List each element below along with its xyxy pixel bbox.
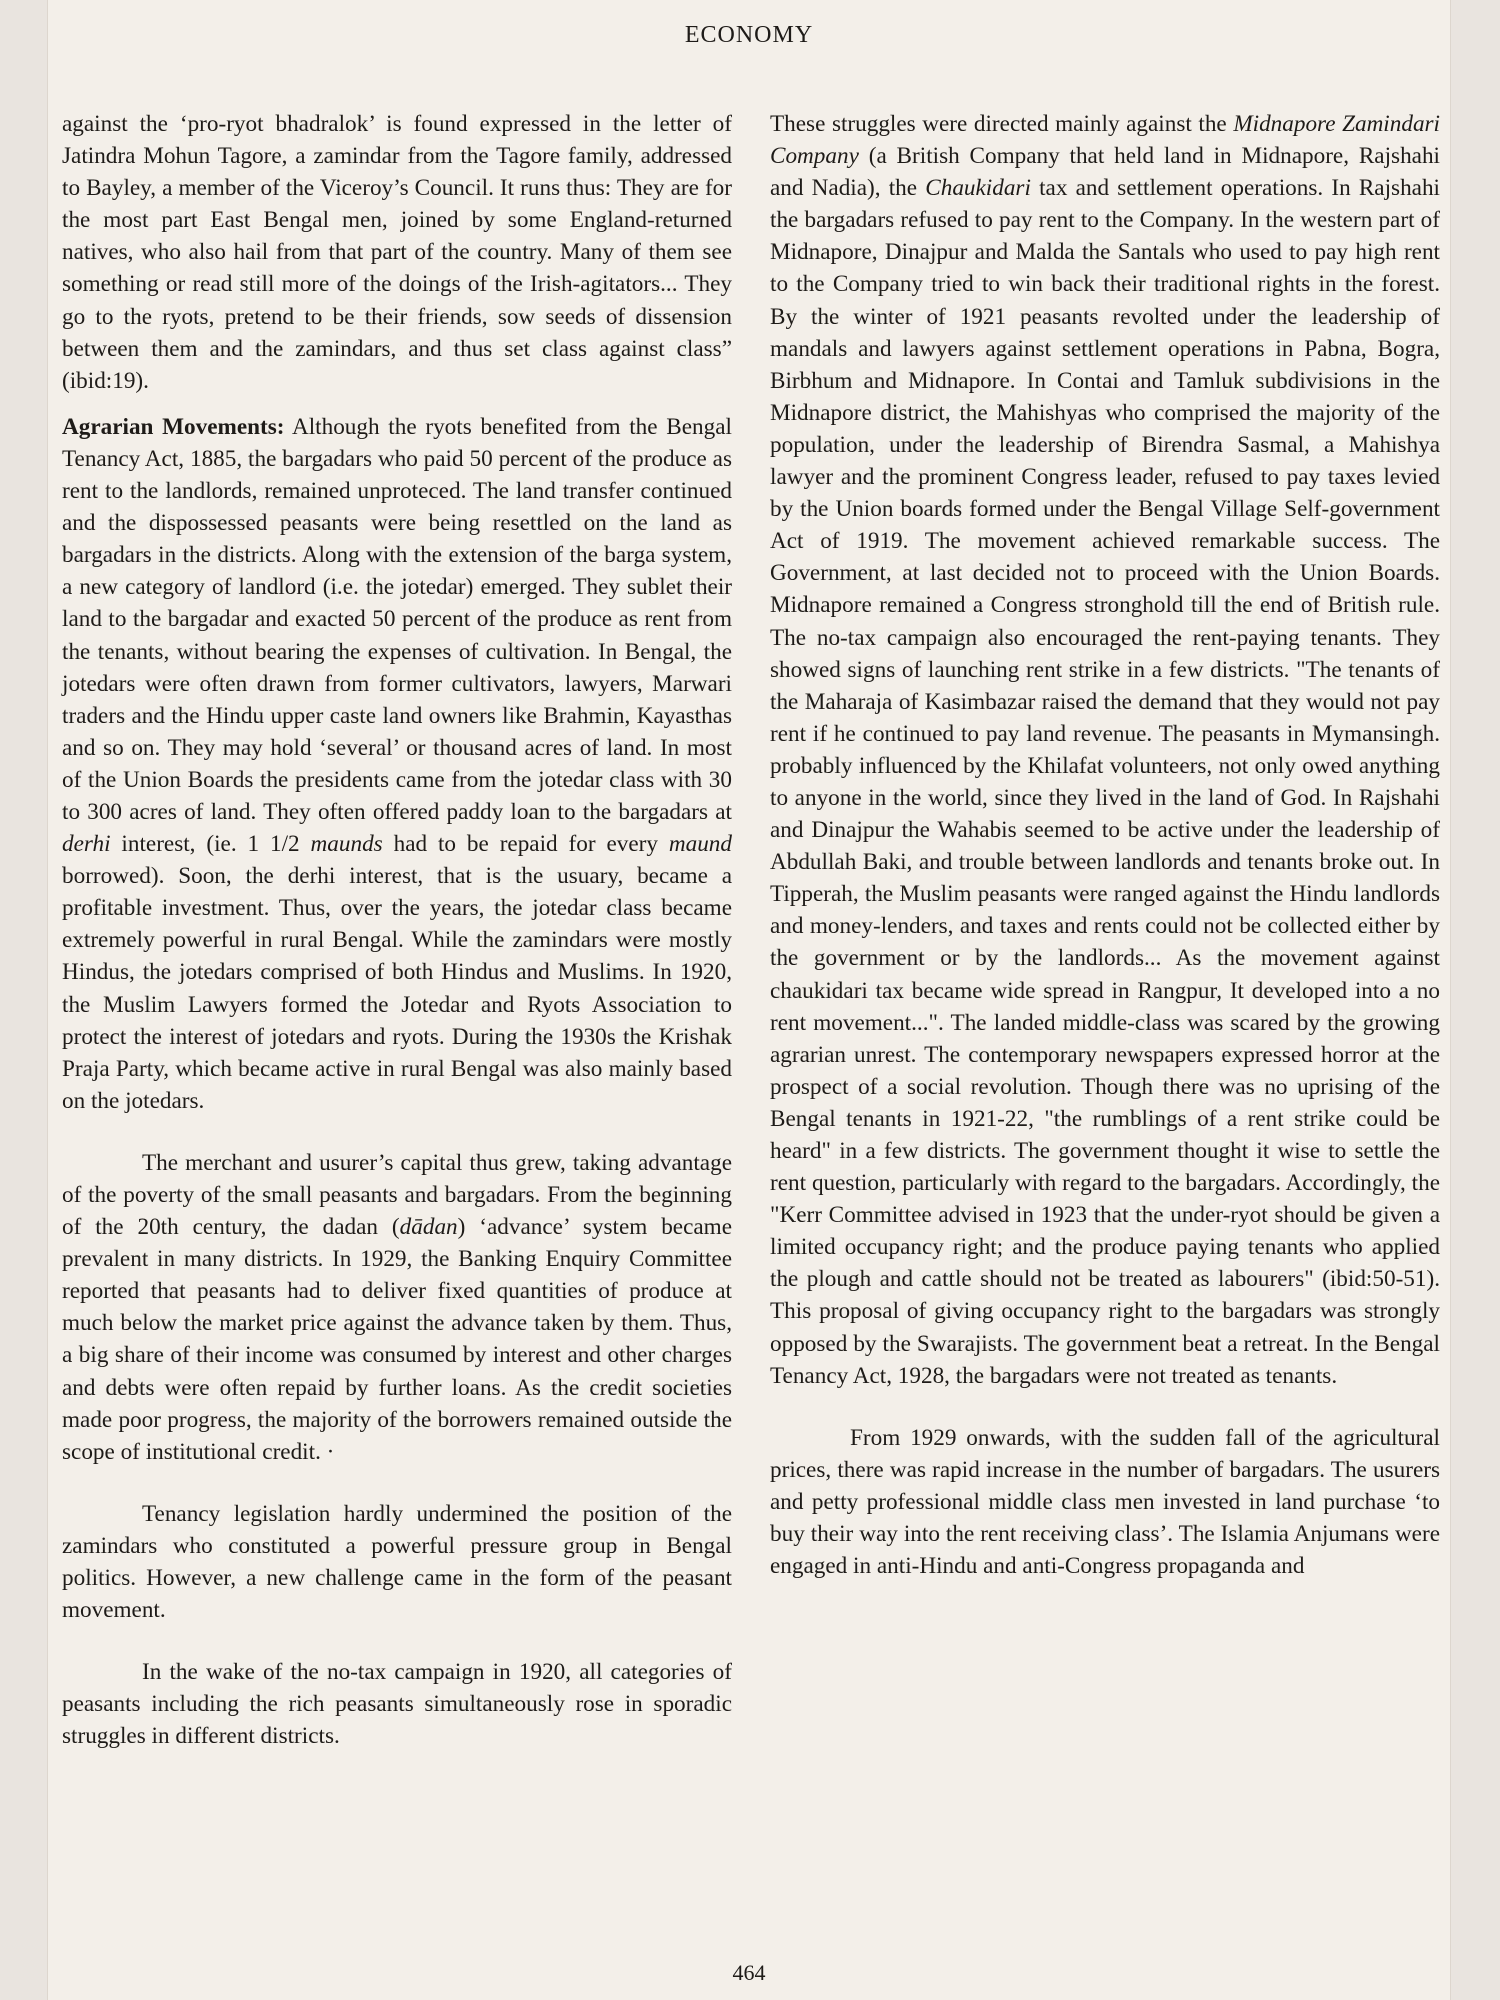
text-run: tax and settlement operations. In Rajshahi the bargadars refused to pay rent to the Company. In the western part of Midnapore, Dinajpur and Malda the Santals who used to pay high rent to the Company tried to win back their traditional rights in the forest. By the winter of 1921 peasants revolted under the leadership of mandals and lawyers against settlement operations in Pabna, Bogra, Birbhum and Midnapore. In Contai and Tamluk subdivisions in the Midnapore district, the Mahishyas who comprised the majority of the population, under the leadership of Birendra Sasmal, a Mahishya lawyer and the prominent Congress leader, refused to pay taxes levied by the Union boards formed under the Bengal Village Self-government Act of 1919. The movement achieved remarkable success. The Government, at last decided not to proceed with the Union Boards. Midnapore remained a Congress stronghold till the end of British rule. The no-tax campaign also encouraged the rent-paying tenants. They showed signs of launching rent strike in a few districts. "The tenants of the Maharaja of Kasimbazar raised the demand that they would not pay rent if he continued to pay land revenue. The peasants in Mymansingh. probably influenced by the Khilafat volunteers, not only owed anything to anyone in the world, since they lived in the land of God. In Rajshahi and Dinajpur the Wahabis seemed to be active under the leadership of Abdullah Baki, and trouble between landlords and tenants broke out. In Tipperah, the Muslim peasants were ranged against the Hindu landlords and money-lenders, and taxes and rents could not be collected either by the government or by the landlords... As the movement against chaukidari tax became wide spread in Rangpur, It developed into a no rent movement...". The landed middle-class was scared by the growing agrarian unrest. The contemporary newspapers expressed horror at the prospect of a social revolution. Though there was no uprising of the Bengal tenants in 1921-22, "the rumblings of a rent strike could be heard" in a few districts. The government thought it wise to settle the rent question, particularly with regard to the bargadars. Accordingly, the "Kerr Committee advised in 1923 that the under-ryot should be given a limited occupancy right; and the produce paying tenants who applied the plough and cattle should not be treated as labourers" (ibid:50-51). This proposal of giving occupancy right to the bargadars was strongly opposed by the Swarajists. The government beat a retreat. In the Bengal Tenancy Act, 1928, the bargadars were not treated as tenants. (770, 175, 1440, 1389)
italic-term: Midnapore Zamindari Company (770, 111, 1441, 170)
paragraph-agrarian-movements (62, 411, 732, 1117)
text-run: Although the ryots benefited from the Bengal Tenancy Act, 1885, the bargadars who paid 50 percent of the produce as rent to the landlords, remained unproteced. The land transfer continued and the dispossessed peasants were being resettled on the land as bargadars in the districts. Along with the extension of the barga system, a new category of landlord (i.e. the jotedar) emerged. They sublet their land to the bargadar and exacted 50 percent of the produce as rent from the tenants, without bearing the expenses of cultivation. In Bengal, the jotedars were often drawn from former cultivators, lawyers, Marwari traders and the Hindu upper caste land owners like Brahmin, Kayasthas and so on. They may hold ‘several’ or thousand acres of land. In most of the Union Boards the presidents came from the jotedar class with 30 to 300 acres of land. They often offered paddy loan to the bargadars at (62, 413, 732, 825)
section-heading: Agrarian Movements: (62, 413, 285, 440)
italic-term: maunds (310, 831, 383, 858)
text-run: interest, (ie. 1 1/2 (110, 831, 311, 858)
left-column (62, 108, 732, 1753)
document-page (48, 0, 1450, 2000)
italic-term: maund (668, 831, 732, 858)
paragraph: Tenancy legislation hardly undermined the position of the zamindars who constituted a powerful pressure group in Bengal politics. However, a new challenge came in the form of the peasant movement. (62, 1500, 732, 1624)
text-run: had to be repaid for every (382, 831, 669, 858)
paragraph: In the wake of the no-tax campaign in 1920, all categories of peasants including the rich peasants simultaneously rose in sporadic struggles in different districts. (62, 1659, 732, 1750)
text-run: borrowed). Soon, the derhi interest, that is the usuary, became a profitable investment. Thus, over the years, the jotedar class became extremely powerful in rural Bengal. While the zamindars were mostly Hindus, the jotedars comprised of both Hindus and Muslims. In 1920, the Muslim Lawyers formed the Jotedar and Ryots Association to protect the interest of jotedars and ryots. During the 1930s the Krishak Praja Party, which became active in rural Bengal was also mainly based on the jotedars. (62, 863, 732, 1114)
paragraph (62, 1147, 732, 1468)
text-run: (a British Company that held land in Midnapore, Rajshahi and Nadia), the (770, 143, 1440, 202)
paragraph (770, 108, 1440, 1392)
page-number: 464 (732, 1960, 766, 1985)
text-run: The merchant and usurer’s capital thus grew, taking advantage of the poverty of the small peasants and bargadars. From the beginning of the 20th century, the dadan ( (62, 1149, 732, 1241)
text-run: ) ‘advance’ system became prevalent in many districts. In 1929, the Banking Enquiry Committee reported that peasants had to deliver fixed quantities of produce at much below the market price against the advance taken by them. Thus, a big share of their income was consumed by interest and other charges and debts were often repaid by further loans. As the credit societies made poor progress, the majority of the borrowers remained outside the scope of institutional credit. · (62, 1214, 732, 1465)
italic-term: dādan (399, 1214, 458, 1241)
italic-term: Chaukidari (925, 175, 1031, 202)
paragraph: against the ‘pro-ryot bhadralok’ is found expressed in the letter of Jatindra Mohun Tagore, a zamindar from the Tagore family, addressed to Bayley, a member of the Viceroy’s Council. It runs thus: They are for the most part East Bengal men, joined by some England-returned natives, who also hail from that part of the country. Many of them see something or read still more of the doings of the Irish-agitators... They go to the ryots, pretend to be their friends, sow seeds of dissension between them and the zamindars, and thus set class against class” (ibid:19). (62, 111, 732, 394)
running-header: ECONOMY (684, 22, 814, 48)
paragraph: From 1929 onwards, with the sudden fall of the agricultural prices, there was rapid increase in the number of bargadars. The usurers and petty professional middle class men invested in land purchase ‘to buy their way into the rent receiving class’. The Islamia Anjumans were engaged in anti-Hindu and anti-Congress propaganda and (770, 1424, 1440, 1580)
right-column (770, 108, 1440, 1582)
italic-term: derhi (62, 831, 111, 858)
text-run: These struggles were directed mainly against the (770, 111, 1234, 137)
